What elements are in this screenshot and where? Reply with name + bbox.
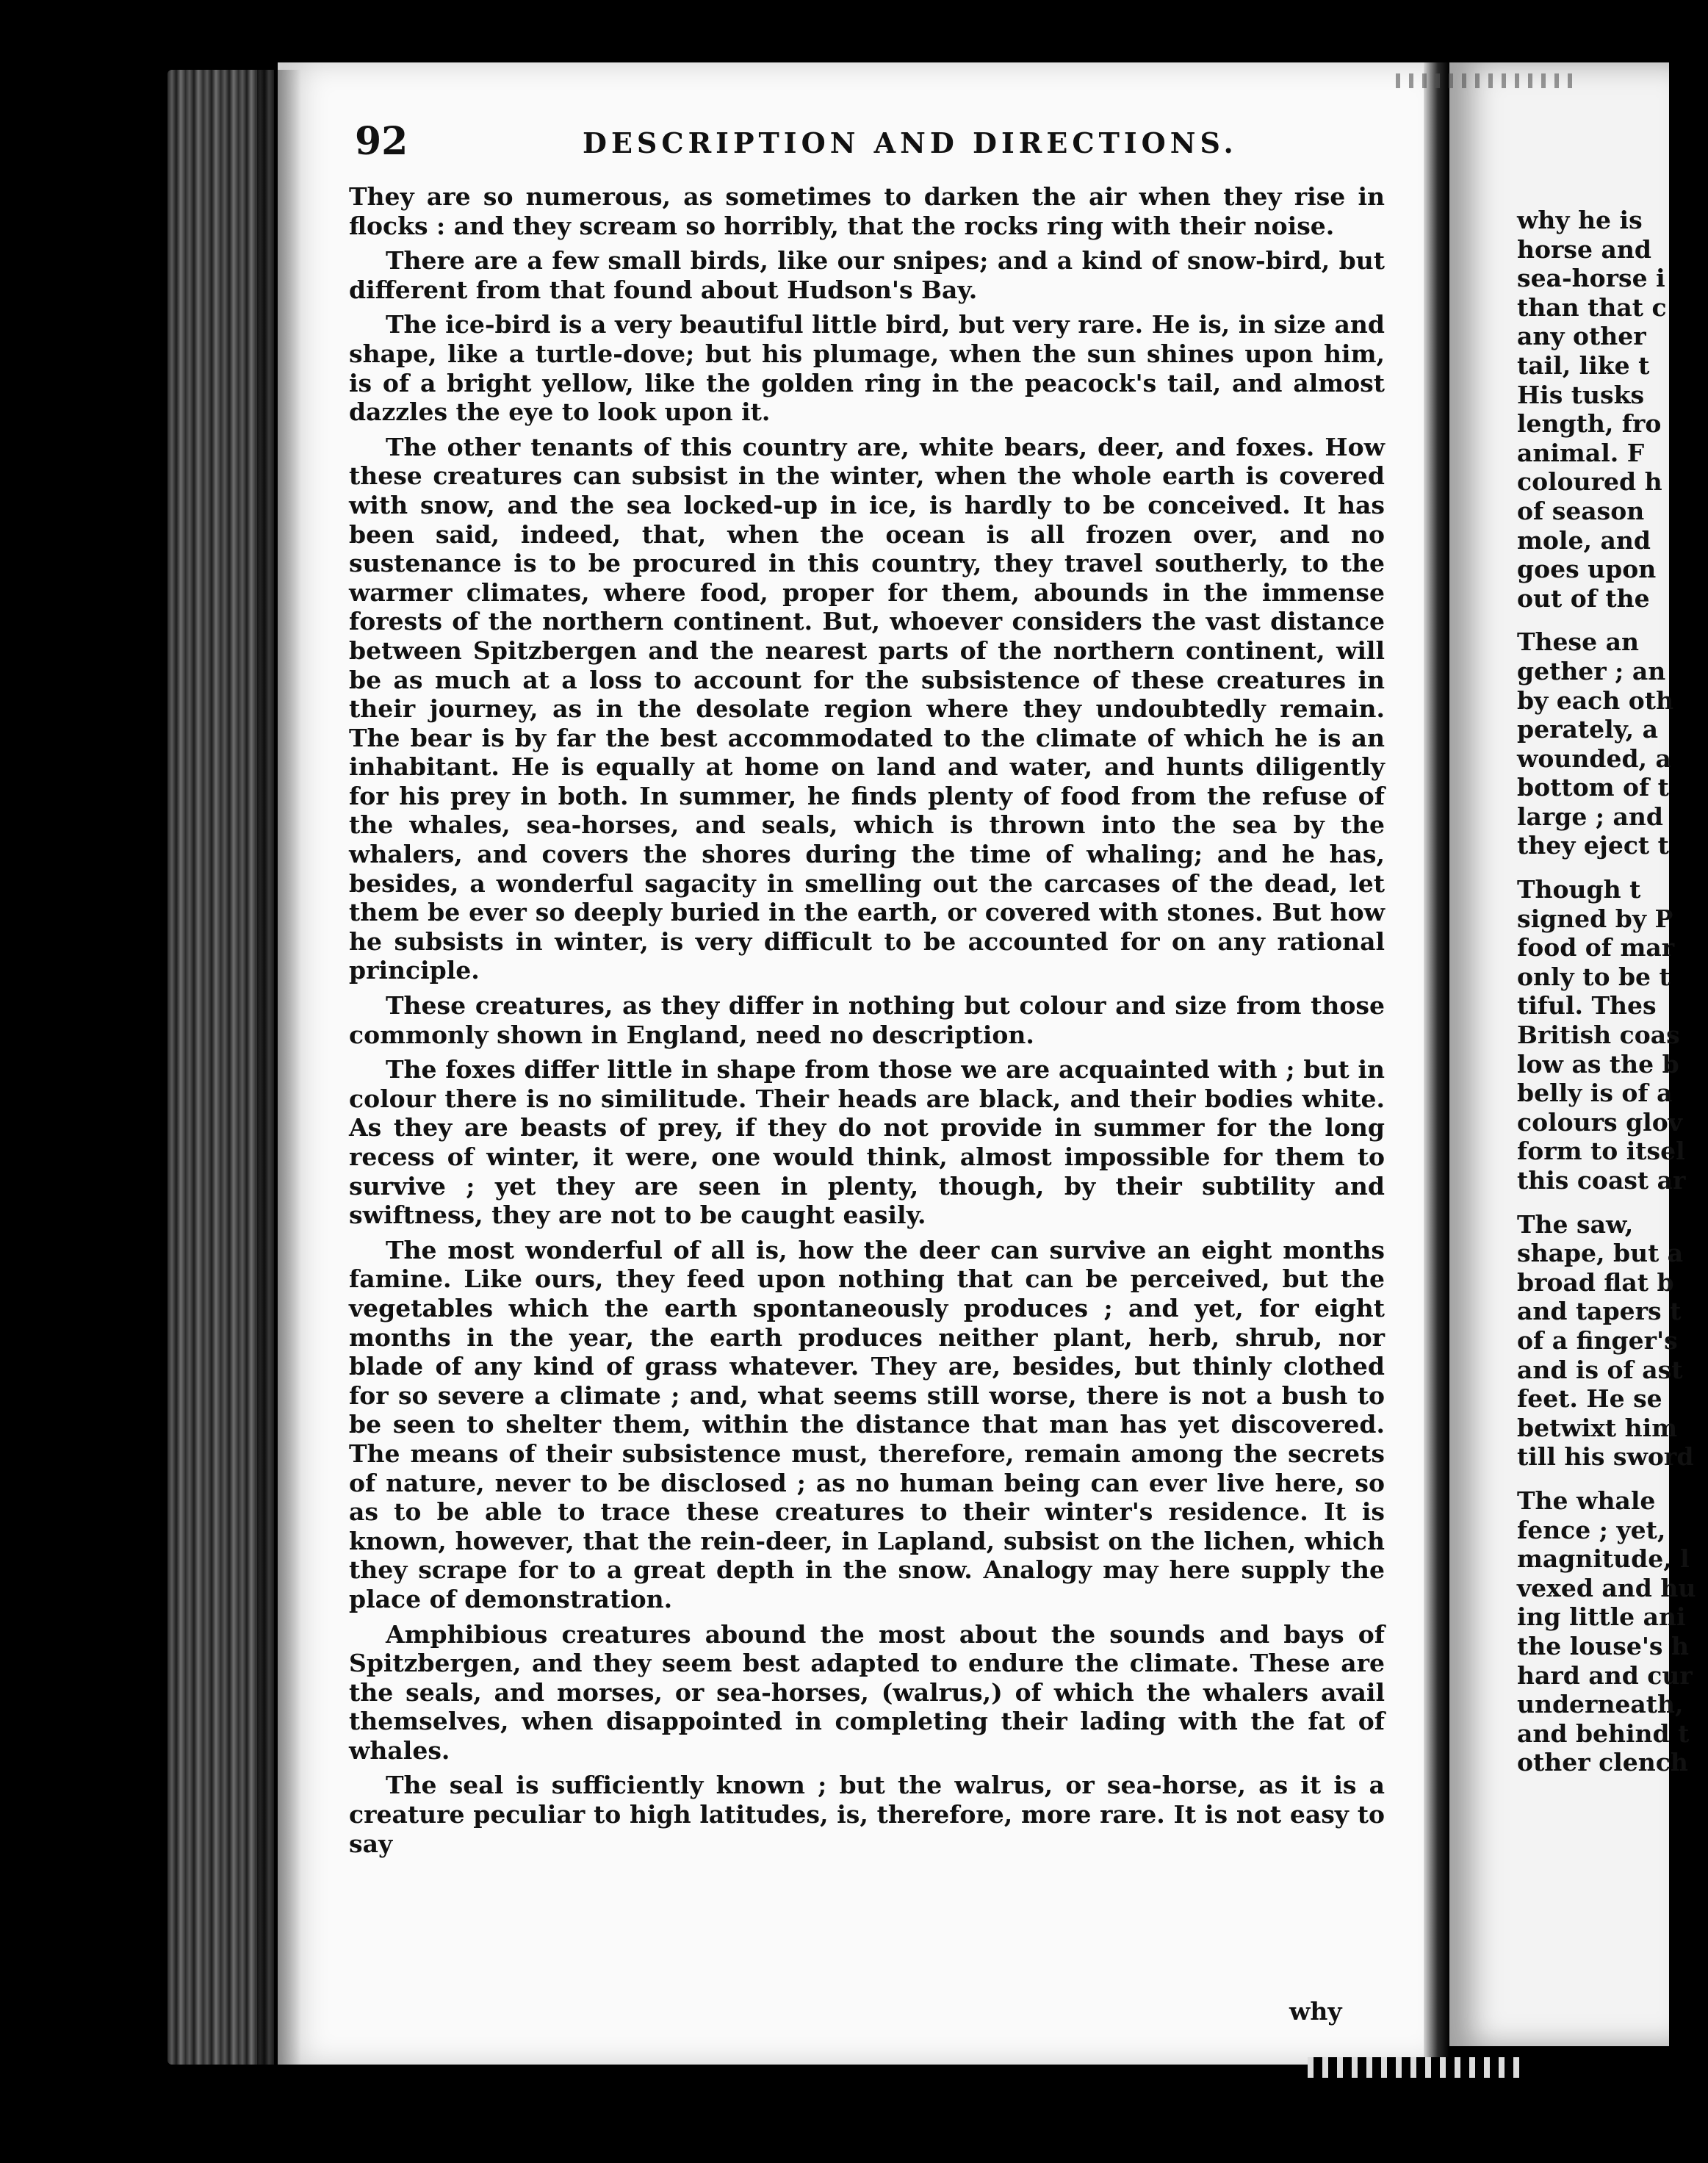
right-page-line: low as the b (1517, 1049, 1679, 1079)
right-page-line: why he is (1517, 206, 1643, 234)
right-page-line: this coast ar (1517, 1166, 1686, 1195)
page-body (349, 182, 1385, 1864)
right-page-line: form to itsel (1517, 1137, 1685, 1166)
right-page-line: of season (1517, 496, 1645, 525)
paragraph-gap (1517, 1195, 1708, 1210)
right-page-line: underneath, (1517, 1690, 1684, 1719)
paragraph: Amphibious creatures abound the most about the sounds and bays of Spitzbergen, and they seem best adapted to endure the climate. These are the seals, and morses, or sea-horses, (walrus,) of which the whalers avail themselves, when disappointed in completing their lading with the fat of whales. (349, 1619, 1385, 1765)
right-page-line: tail, like t (1517, 350, 1650, 380)
paragraph: The ice-bird is a very beautiful little bird, but very rare. He is, in size and shape, like a turtle-dove; but his plumage, when the sun shines upon him, is of a bright yellow, like the golden ring in the peacock's tail, and almost dazzles the eye to look upon it. (349, 310, 1385, 427)
right-page-line: vexed and hu (1517, 1573, 1696, 1602)
right-page-line: bottom of t (1517, 773, 1669, 802)
paragraph-gap (1517, 613, 1708, 627)
paragraph-gap (1517, 1472, 1708, 1486)
right-page-line: hard and cur (1517, 1660, 1693, 1690)
right-page-line: Though t (1517, 875, 1641, 904)
right-page-line: belly is of a (1517, 1079, 1673, 1108)
right-page-line: horse and (1517, 234, 1651, 264)
paragraph: There are a few small birds, like our snipes; and a kind of snow-bird, but different from that found about Hudson's Bay. (349, 246, 1385, 304)
right-page-line: of a finger's (1517, 1325, 1678, 1355)
right-page-line: magnitude, l (1517, 1544, 1690, 1574)
right-page-line: perately, a (1517, 715, 1658, 744)
right-page-line: These an (1517, 627, 1639, 657)
running-title: DESCRIPTION AND DIRECTIONS. (583, 126, 1238, 159)
right-page-line: other clench (1517, 1748, 1688, 1777)
paragraph: The most wonderful of all is, how the deer can survive an eight months famine. Like ours, they feed upon nothing that can be perceived, but the vegetables which the earth spontaneously produces ; and yet, for eight months in the year, the earth produces neither plant, herb, shrub, nor blade of any kind of grass whatever. They are, besides, but thinly clothed for so severe a climate ; and, what seems still worse, there is not a bush to be seen to shelter them, within the distance that man has yet discovered. The means of their subsistence must, therefore, remain among the secrets of nature, never to be disclosed ; as no human being can ever live here, so as to be able to trace these creatures to their winter's residence. It is known, however, that the rein-deer, in Lapland, subsist on the lichen, which they scrape for to a great depth in the snow. Analogy may here supply the place of demonstration. (349, 1235, 1385, 1613)
right-page-line: than that c (1517, 292, 1667, 322)
running-head (355, 119, 1398, 170)
scan-artifact-bottom (1308, 2057, 1528, 2078)
right-page-line: His tusks (1517, 380, 1645, 409)
paragraph: They are so numerous, as sometimes to darken the air when they rise in flocks : and they scream so horribly, that the rocks ring with their noise. (349, 182, 1385, 240)
right-page-line: signed by P (1517, 904, 1673, 933)
scan-artifact-top (1396, 73, 1579, 88)
paragraph: The other tenants of this country are, white bears, deer, and foxes. How these creatures can subsist in the winter, when the whole earth is covered with snow, and the sea locked-up in ice, is hardly to be conceived. It has been said, indeed, that, when the ocean is all frozen over, and no sustenance is to be procured in this country, they travel southerly, to the warmer climates, where food, proper for them, abounds in the immense forests of the northern continent. But, whoever considers the vast distance between Spitzbergen and the nearest parts of the northern continent, will be as much at a loss to account for the subsistence of these creatures in their journey, as in the desolate region where they undoubtedly remain. The bear is by far the best accommodated to the climate of which he is an inhabitant. He is equally at home on land and water, and hunts diligently for his prey in both. In summer, he finds plenty of food from the refuse of the whales, sea-horses, and seals, which is thrown into the sea by the whalers, and covers the shores during the time of whaling; and he has, besides, a wonderful sagacity in smelling out the carcases of the dead, let them be ever so deeply buried in the earth, or covered with stones. But how he subsists in winter, is very difficult to be accounted for on any rational principle. (349, 432, 1385, 985)
right-page-line: shape, but a (1517, 1239, 1684, 1268)
right-page-line: only to be t (1517, 962, 1671, 991)
right-page-line: large ; and (1517, 802, 1663, 831)
right-page-line: The saw, (1517, 1209, 1634, 1239)
right-page-line: mole, and (1517, 525, 1651, 555)
paragraph: The seal is sufficiently known ; but the walrus, or sea-horse, as it is a creature peculiar to high latitudes, is, therefore, more rare. It is not easy to say (349, 1771, 1385, 1858)
right-page-line: and tapers t (1517, 1297, 1682, 1326)
page-gutter-shadow (257, 70, 301, 2065)
right-page-line: gether ; an (1517, 656, 1666, 685)
right-page-line: coloured h (1517, 467, 1662, 497)
right-page-text (1517, 206, 1708, 1777)
right-page-line: goes upon (1517, 555, 1657, 584)
right-page-line: The whale (1517, 1486, 1656, 1515)
right-page-line: and is of ast (1517, 1355, 1683, 1384)
right-page-line: they eject t (1517, 831, 1669, 860)
right-page-line: any other (1517, 322, 1646, 351)
right-page-line: sea-horse i (1517, 264, 1665, 293)
paragraph: These creatures, as they differ in nothing but colour and size from those commonly shown in England, need no description. (349, 991, 1385, 1049)
right-page-line: tiful. Thes (1517, 991, 1657, 1021)
right-page-line: wounded, a (1517, 744, 1671, 773)
paragraph: The foxes differ little in shape from those we are acquainted with ; but in colour there is no similitude. Their heads are black, and their bodies white. As they are beasts of prey, if they do not provide in summer for the long recess of winter, it were, one would think, almost impossible for them to survive ; yet they are seen in plenty, though, by their subtility and swiftness, they are not to be caught easily. (349, 1055, 1385, 1230)
right-page-line: length, fro (1517, 409, 1662, 439)
right-page-line: fence ; yet, (1517, 1515, 1666, 1544)
page-number: 92 (355, 119, 408, 164)
paragraph-gap (1517, 860, 1708, 875)
right-page-line: the louse's h (1517, 1631, 1689, 1660)
right-page-line: out of the (1517, 583, 1650, 613)
right-page-line: betwixt him (1517, 1413, 1678, 1442)
right-page-line: and behind t (1517, 1718, 1690, 1748)
right-page-line: animal. F (1517, 438, 1645, 467)
right-page-line: British coas (1517, 1021, 1680, 1050)
catchword: why (1289, 1997, 1342, 2026)
right-page-line: food of mar (1517, 933, 1675, 962)
right-page-line: ing little ani (1517, 1602, 1686, 1632)
right-page-line: till his sword (1517, 1442, 1694, 1472)
book-spine (1424, 62, 1449, 2065)
right-page-line: broad flat b (1517, 1267, 1674, 1297)
right-page-line: colours glov (1517, 1107, 1682, 1137)
right-page-line: by each oth (1517, 685, 1673, 715)
right-page-line: feet. He se (1517, 1384, 1662, 1414)
